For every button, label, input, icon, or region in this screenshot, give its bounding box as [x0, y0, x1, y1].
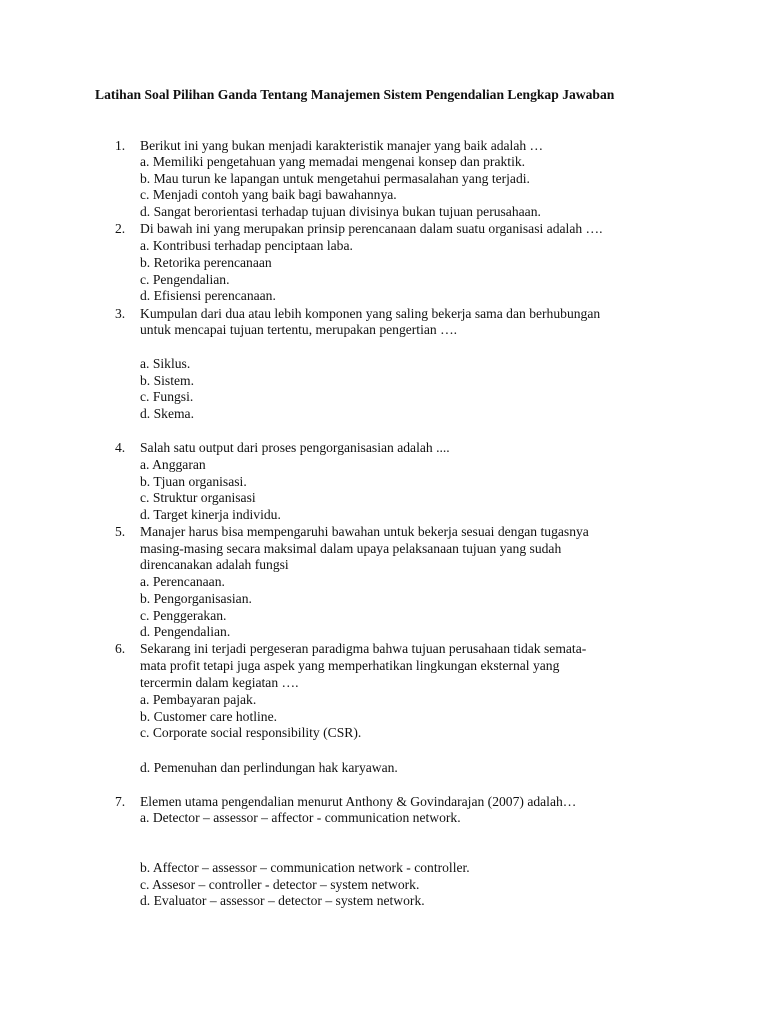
question-text: Manajer harus bisa mempengaruhi bawahan untuk bekerja sesuai dengan tugasnya: [140, 524, 589, 539]
answer-option: d. Pengendalian.: [140, 624, 231, 639]
answer-option: a. Perencanaan.: [140, 574, 225, 589]
answer-option: c. Pengendalian.: [140, 272, 230, 287]
answer-option: b. Tjuan organisasi.: [140, 474, 247, 489]
answer-option: d. Target kinerja individu.: [140, 507, 281, 522]
document-title: Latihan Soal Pilihan Ganda Tentang Manajemen Sistem Pengendalian Lengkap Jawaban: [95, 87, 615, 102]
answer-option: c. Penggerakan.: [140, 608, 227, 623]
answer-option: c. Menjadi contoh yang baik bagi bawahannya.: [140, 187, 397, 202]
question-number: 1.: [115, 138, 126, 153]
answer-option: a. Detector – assessor – affector - communication network.: [140, 810, 461, 825]
question-text: masing-masing secara maksimal dalam upaya pelaksanaan tujuan yang sudah: [140, 541, 562, 556]
answer-option: b. Sistem.: [140, 373, 195, 388]
answer-option: a. Memiliki pengetahuan yang memadai mengenai konsep dan praktik.: [140, 154, 526, 169]
question-number: 5.: [115, 524, 126, 539]
question-text: Sekarang ini terjadi pergeseran paradigma bahwa tujuan perusahaan tidak semata-: [140, 641, 587, 656]
answer-option: d. Skema.: [140, 406, 194, 421]
question-number: 4.: [115, 440, 126, 455]
question-text: direncanakan adalah fungsi: [140, 557, 289, 572]
answer-option: a. Siklus.: [140, 356, 191, 371]
answer-option: b. Affector – assessor – communication network - controller.: [140, 860, 470, 875]
answer-option: d. Evaluator – assessor – detector – system network.: [140, 893, 425, 908]
question-number: 3.: [115, 306, 126, 321]
answer-option: b. Mau turun ke lapangan untuk mengetahui permasalahan yang terjadi.: [140, 171, 530, 186]
answer-option: a. Pembayaran pajak.: [140, 692, 257, 707]
question-text: Di bawah ini yang merupakan prinsip perencanaan dalam suatu organisasi adalah ….: [140, 221, 603, 236]
question-text: tercermin dalam kegiatan ….: [140, 675, 299, 690]
answer-option: b. Pengorganisasian.: [140, 591, 252, 606]
question-number: 2.: [115, 221, 126, 236]
answer-option: d. Sangat berorientasi terhadap tujuan divisinya bukan tujuan perusahaan.: [140, 204, 541, 219]
answer-option: a. Kontribusi terhadap penciptaan laba.: [140, 238, 353, 253]
answer-option: d. Efisiensi perencanaan.: [140, 288, 276, 303]
answer-option: d. Pemenuhan dan perlindungan hak karyawan.: [140, 760, 398, 775]
answer-option: c. Corporate social responsibility (CSR).: [140, 725, 362, 740]
answer-option: c. Assesor – controller - detector – system network.: [140, 877, 420, 892]
answer-option: b. Customer care hotline.: [140, 709, 278, 724]
question-text: Kumpulan dari dua atau lebih komponen yang saling bekerja sama dan berhubungan: [140, 306, 601, 321]
question-text: mata profit tetapi juga aspek yang memperhatikan lingkungan eksternal yang: [140, 658, 560, 673]
answer-option: b. Retorika perencanaan: [140, 255, 272, 270]
question-number: 7.: [115, 794, 126, 809]
answer-option: a. Anggaran: [140, 457, 206, 472]
question-number: 6.: [115, 641, 126, 656]
answer-option: c. Fungsi.: [140, 389, 194, 404]
question-text: untuk mencapai tujuan tertentu, merupakan pengertian ….: [140, 322, 458, 337]
question-text: Elemen utama pengendalian menurut Anthony & Govindarajan (2007) adalah…: [140, 794, 577, 809]
answer-option: c. Struktur organisasi: [140, 490, 256, 505]
question-text: Berikut ini yang bukan menjadi karakteristik manajer yang baik adalah …: [140, 138, 544, 153]
question-text: Salah satu output dari proses pengorganisasian adalah ....: [140, 440, 450, 455]
